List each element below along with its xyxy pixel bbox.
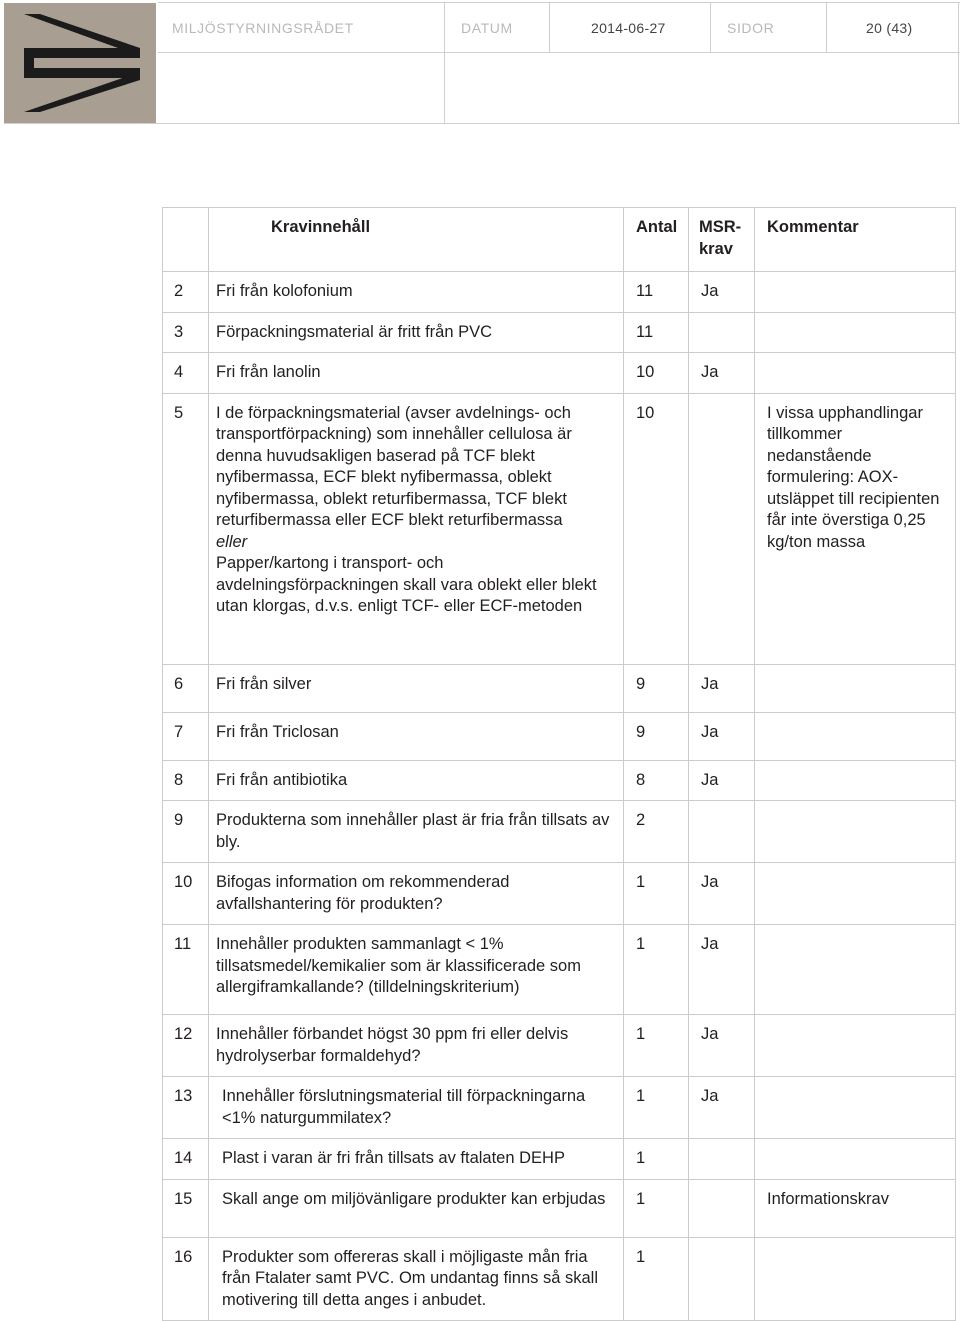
requirement-paragraph: eller (216, 532, 248, 551)
msr-value: Ja (689, 272, 755, 313)
col-header-content: Kravinnehåll (209, 208, 624, 272)
comment-text (755, 1015, 956, 1077)
comment-text (755, 272, 956, 313)
row-number: 6 (163, 664, 209, 712)
requirement-paragraph: Förpackningsmaterial är fritt från PVC (216, 322, 493, 341)
requirement-paragraph: Fri från lanolin (216, 363, 321, 381)
comment-text (755, 1077, 956, 1139)
table-row (163, 1179, 956, 1237)
comment-text (755, 760, 956, 801)
col-header-count: Antal (624, 208, 689, 272)
requirement-text (209, 760, 624, 801)
msr-value: Ja (689, 760, 755, 801)
row-number: 3 (163, 312, 209, 353)
logo (4, 3, 156, 123)
row-number: 12 (163, 1015, 209, 1077)
requirement-paragraph: Fri från kolofonium (216, 282, 353, 300)
msr-value (689, 312, 755, 353)
table-row (163, 760, 956, 801)
count-value: 9 (624, 664, 689, 712)
requirement-paragraph: Fri från Triclosan (216, 722, 339, 741)
requirement-paragraph: I de förpackningsmaterial (avser avdelnings- och transportförpackning) som innehåller cellulosa är denna huvudsakligen baserad på TCF blekt nyfibermassa, ECF blekt nyfibermassa, oblekt nyfibermassa, oblekt returfibermassa, TCF blekt returfibermassa eller ECF blekt returfibermassa (216, 403, 572, 529)
requirement-text (209, 664, 624, 712)
comment-text: Informationskrav (755, 1179, 956, 1237)
requirement-paragraph: Innehåller produkten sammanlagt < 1% tillsatsmedel/kemikalier som är klassificerade som allergiframkallande? (tilldelningskriterium) (216, 935, 581, 996)
count-value: 8 (624, 760, 689, 801)
row-number: 10 (163, 863, 209, 925)
count-value: 11 (624, 312, 689, 353)
count-value: 1 (624, 925, 689, 1015)
requirement-paragraph: Fri från silver (216, 674, 312, 693)
count-value: 10 (624, 393, 689, 664)
msr-value: Ja (689, 863, 755, 925)
table-row (163, 1077, 956, 1139)
requirement-paragraph: Innehåller förslutningsmaterial till förpackningarna <1% naturgummilatex? (222, 1087, 586, 1127)
table-header-row (163, 208, 956, 272)
requirement-paragraph: Innehåller förbandet högst 30 ppm fri eller delvis hydrolyserbar formaldehyd? (216, 1025, 569, 1065)
comment-text (755, 1237, 956, 1321)
count-value: 1 (624, 1015, 689, 1077)
logo-icon (24, 14, 140, 112)
comment-text (755, 863, 956, 925)
table-row (163, 1237, 956, 1321)
requirement-text (209, 353, 624, 394)
requirement-text (209, 1179, 624, 1237)
page-header (0, 0, 960, 125)
requirement-paragraph: Skall ange om miljövänligare produkter kan erbjudas (222, 1189, 606, 1208)
comment-text (755, 353, 956, 394)
row-number: 14 (163, 1139, 209, 1180)
table-row (163, 925, 956, 1015)
msr-value (689, 1237, 755, 1321)
org-name: MILJÖSTYRNINGSRÅDET (172, 20, 354, 36)
row-number: 9 (163, 801, 209, 863)
table-row (163, 863, 956, 925)
requirements-table (162, 207, 956, 1321)
comment-text (755, 925, 956, 1015)
count-value: 1 (624, 1139, 689, 1180)
table-row (163, 712, 956, 760)
msr-value: Ja (689, 664, 755, 712)
date-label: DATUM (461, 20, 513, 36)
requirement-paragraph: Produkterna som innehåller plast är fria från tillsats av bly. (216, 811, 610, 851)
col-header-msr: MSR- krav (689, 208, 755, 272)
requirement-paragraph: Plast i varan är fri från tillsats av ftalaten DEHP (222, 1149, 565, 1167)
count-value: 1 (624, 1179, 689, 1237)
msr-value: Ja (689, 925, 755, 1015)
requirement-text (209, 1077, 624, 1139)
requirement-text (209, 1139, 624, 1180)
msr-value (689, 1179, 755, 1237)
date-value: 2014-06-27 (591, 20, 666, 36)
msr-value: Ja (689, 353, 755, 394)
requirement-text (209, 1015, 624, 1077)
msr-value (689, 1139, 755, 1180)
table-row (163, 353, 956, 394)
requirement-text (209, 925, 624, 1015)
count-value: 1 (624, 863, 689, 925)
requirement-text (209, 712, 624, 760)
msr-value: Ja (689, 712, 755, 760)
msr-value (689, 801, 755, 863)
comment-text (755, 801, 956, 863)
row-number: 2 (163, 272, 209, 313)
col-header-number (163, 208, 209, 272)
requirement-paragraph: Fri från antibiotika (216, 770, 348, 789)
requirement-text (209, 393, 624, 664)
requirement-text (209, 863, 624, 925)
table-row (163, 1015, 956, 1077)
count-value: 1 (624, 1077, 689, 1139)
requirement-text (209, 272, 624, 313)
table-row (163, 393, 956, 664)
requirement-text (209, 1237, 624, 1321)
table-row (163, 272, 956, 313)
count-value: 11 (624, 272, 689, 313)
count-value: 10 (624, 353, 689, 394)
row-number: 13 (163, 1077, 209, 1139)
comment-text (755, 312, 956, 353)
requirement-paragraph: Bifogas information om rekommenderad avfallshantering för produkten? (216, 873, 510, 913)
count-value: 9 (624, 712, 689, 760)
msr-value: Ja (689, 1015, 755, 1077)
row-number: 16 (163, 1237, 209, 1321)
col-header-comment: Kommentar (755, 208, 956, 272)
row-number: 15 (163, 1179, 209, 1237)
pages-value: 20 (43) (866, 20, 913, 36)
row-number: 8 (163, 760, 209, 801)
row-number: 7 (163, 712, 209, 760)
requirement-paragraph: Papper/kartong i transport- och avdelningsförpackningen skall vara oblekt eller blekt utan klorgas, d.v.s. enligt TCF- eller ECF-metoden (216, 554, 597, 615)
comment-text: I vissa upphandlingar tillkommer nedanstående formulering: AOX-utsläppet till recipienten får inte överstiga 0,25 kg/ton massa (755, 393, 956, 664)
msr-value: Ja (689, 1077, 755, 1139)
comment-text (755, 664, 956, 712)
requirement-text (209, 801, 624, 863)
row-number: 4 (163, 353, 209, 394)
comment-text (755, 712, 956, 760)
count-value: 2 (624, 801, 689, 863)
row-number: 5 (163, 393, 209, 664)
count-value: 1 (624, 1237, 689, 1321)
table-row (163, 312, 956, 353)
table-row (163, 1139, 956, 1180)
table-row (163, 801, 956, 863)
pages-label: SIDOR (727, 20, 775, 36)
row-number: 11 (163, 925, 209, 1015)
comment-text (755, 1139, 956, 1180)
table-row (163, 664, 956, 712)
requirement-paragraph: Produkter som offereras skall i möjligaste mån fria från Ftalater samt PVC. Om undantag finns så skall motivering till detta anges i anbudet. (222, 1247, 598, 1309)
requirement-text (209, 312, 624, 353)
msr-value (689, 393, 755, 664)
